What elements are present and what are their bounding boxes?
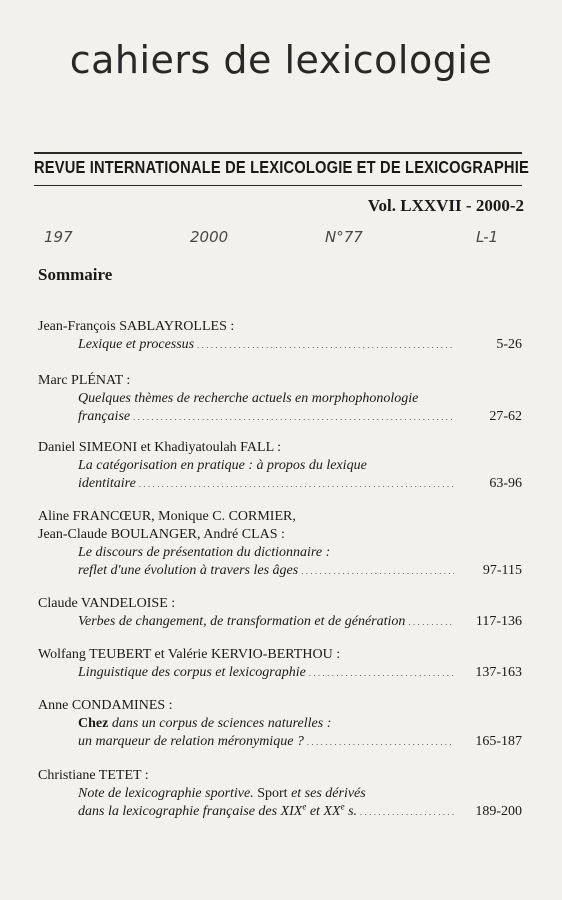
- toc-entry: [38, 767, 522, 822]
- header-rule-bottom: [34, 185, 522, 186]
- leader-dots: [133, 408, 454, 427]
- toc-article-title: dans la lexicographie française des XIXe et XXe s.: [78, 801, 358, 819]
- toc-pages: 117-136: [475, 614, 522, 629]
- toc-pages: 5-26: [496, 337, 522, 352]
- toc-entry: [38, 595, 522, 632]
- toc-entry: [38, 646, 522, 683]
- toc-entry: [38, 372, 522, 427]
- leader-dots: [197, 336, 454, 355]
- journal-subtitle: REVUE INTERNATIONALE DE LEXICOLOGIE ET DE LEXICOGRAPHIE: [34, 157, 529, 177]
- toc-article-title: Chez dans un corpus de sciences naturelles :: [78, 716, 332, 731]
- toc-author: Jean-François SABLAYROLLES :: [38, 319, 235, 334]
- journal-title: cahiers de lexicologie: [69, 38, 493, 82]
- toc-pages: 189-200: [475, 804, 522, 819]
- toc-author: Marc PLÉNAT :: [38, 373, 131, 388]
- toc-entry: [38, 318, 522, 355]
- toc-author: Christiane TETET :: [38, 768, 149, 783]
- leader-dots: [307, 733, 454, 752]
- toc-article-title: identitaire: [78, 476, 136, 491]
- handwritten-note: L-1: [476, 228, 499, 246]
- toc-article-title: reflet d'une évolution à travers les âges: [78, 563, 299, 578]
- leader-dots: [301, 562, 454, 581]
- toc-article-title: Verbes de changement, de transformation et de génération: [78, 614, 406, 629]
- toc-author: Jean-Claude BOULANGER, André CLAS :: [38, 527, 285, 542]
- toc-author: Claude VANDELOISE :: [38, 596, 176, 611]
- toc-author: Aline FRANCŒUR, Monique C. CORMIER,: [38, 509, 296, 524]
- leader-dots: [139, 475, 454, 494]
- volume-number: Vol. LXXVII - 2000-2: [367, 196, 524, 215]
- toc-author: Wolfang TEUBERT et Valérie KERVIO-BERTHOU :: [38, 647, 341, 662]
- header-rule-top: [34, 152, 522, 154]
- toc-pages: 27-62: [489, 409, 522, 424]
- toc-article-title: La catégorisation en pratique : à propos du lexique: [78, 458, 367, 473]
- toc-article-title: Linguistique des corpus et lexicographie: [78, 665, 306, 680]
- toc-pages: 137-163: [475, 665, 522, 680]
- leader-dots: [360, 803, 454, 822]
- toc-pages: 63-96: [489, 476, 522, 491]
- toc-entry: [38, 439, 522, 494]
- toc-article-title: Quelques thèmes de recherche actuels en morphophonologie: [78, 391, 419, 406]
- toc-entry: [38, 508, 522, 581]
- handwritten-note: N°77: [325, 228, 363, 246]
- leader-dots: [408, 613, 454, 632]
- leader-dots: [309, 664, 454, 683]
- toc-author: Anne CONDAMINES :: [38, 698, 173, 713]
- toc-article-title: Note de lexicographie sportive. Sport et ses dérivés: [78, 786, 366, 801]
- toc-author: Daniel SIMEONI et Khadiyatoulah FALL :: [38, 440, 282, 455]
- toc-pages: 97-115: [482, 563, 522, 578]
- toc-pages: 165-187: [475, 734, 522, 749]
- handwritten-note: 197: [44, 228, 73, 246]
- toc-article-title: française: [78, 409, 131, 424]
- toc-article-title: un marqueur de relation méronymique ?: [78, 734, 304, 749]
- toc-article-title: Lexique et processus: [78, 337, 195, 352]
- handwritten-note: 2000: [190, 228, 229, 246]
- toc-article-title: Le discours de présentation du dictionnaire :: [78, 545, 331, 560]
- toc-entry: [38, 697, 522, 752]
- table-of-contents-heading: Sommaire: [38, 265, 113, 284]
